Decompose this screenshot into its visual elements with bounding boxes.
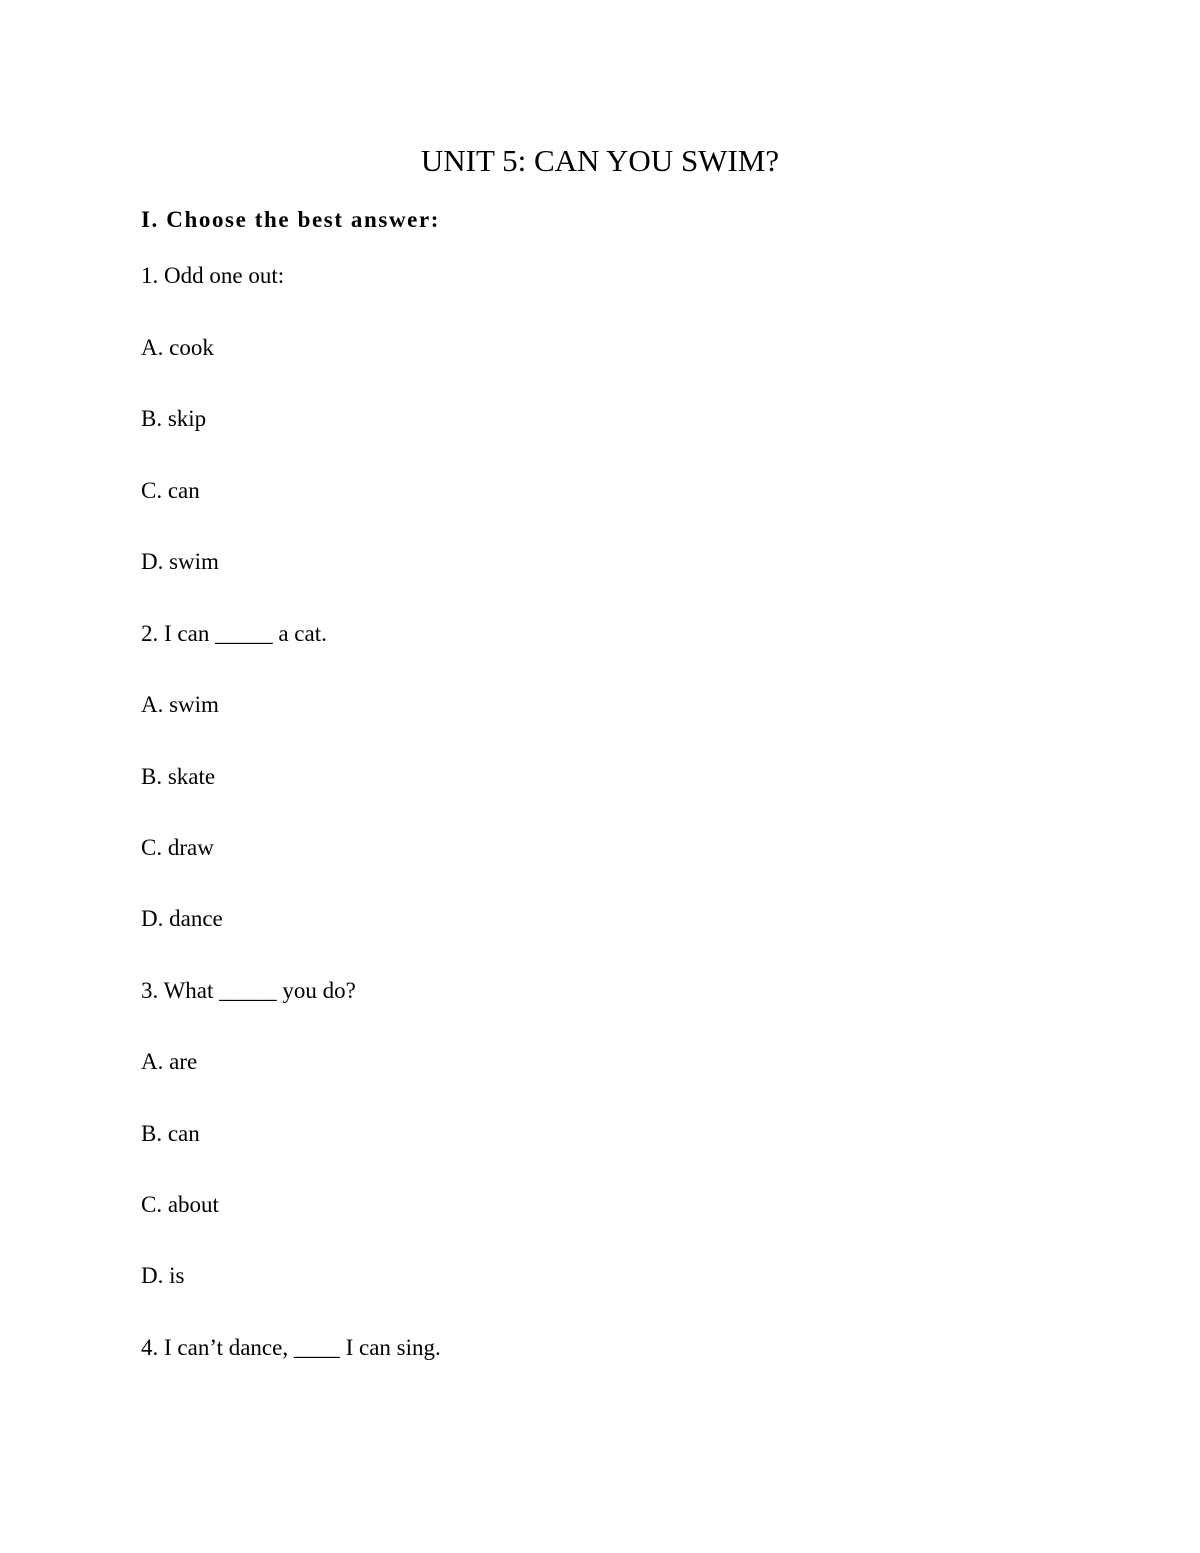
- answer-option: C. can: [141, 478, 200, 503]
- answer-option: B. skip: [141, 406, 207, 431]
- answer-option: A. swim: [141, 692, 219, 717]
- answer-option: D. dance: [141, 906, 223, 931]
- answer-option: D. is: [141, 1263, 185, 1288]
- answer-option: A. are: [141, 1049, 198, 1074]
- answer-option: C. about: [141, 1192, 219, 1217]
- answer-option: A. cook: [141, 335, 214, 360]
- section-heading: I. Choose the best answer:: [141, 207, 441, 232]
- page-title: UNIT 5: CAN YOU SWIM?: [420, 143, 780, 178]
- question-prompt: 1. Odd one out:: [141, 263, 285, 288]
- question-prompt: 2. I can _____ a cat.: [141, 621, 327, 646]
- question-prompt: 3. What _____ you do?: [141, 978, 356, 1003]
- answer-option: B. can: [141, 1121, 200, 1146]
- question-prompt: 4. I can’t dance, ____ I can sing.: [141, 1335, 441, 1360]
- answer-option: D. swim: [141, 549, 219, 574]
- answer-option: B. skate: [141, 764, 216, 789]
- answer-option: C. draw: [141, 835, 214, 860]
